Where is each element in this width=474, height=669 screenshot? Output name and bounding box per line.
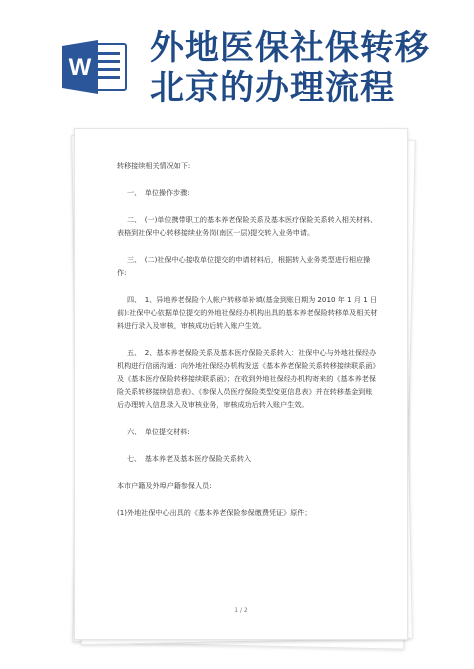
title-line-1: 外地医保社保转移: [150, 28, 430, 68]
doc-paragraph: 转移接续相关情况如下:: [117, 161, 191, 170]
doc-paragraph: 三、 (二)社保中心接收单位提交的申请材料后，根据转入业务类型进行相应操作:: [117, 255, 371, 277]
doc-paragraph: 二、 (一)单位携带职工的基本养老保险关系及基本医疗保险关系转入相关材料、表格到社保中心转移接续业务岗(南区一层)提交转入业务申请。: [117, 215, 378, 237]
word-document-icon: [60, 38, 130, 96]
doc-paragraph: 本市户籍及外埠户籍参保人员:: [117, 481, 212, 490]
title-line-2: 北京的办理流程: [150, 68, 395, 108]
document-preview: [72, 126, 410, 646]
page-title: [150, 28, 470, 108]
doc-paragraph: 一、 单位操作步骤:: [127, 188, 190, 197]
header-banner: [0, 0, 474, 110]
word-icon-letter: W: [68, 54, 92, 81]
document-body: [117, 159, 379, 519]
page-indicator: 1 / 2: [234, 607, 248, 614]
doc-paragraph: 七、 基本养老及基本医疗保险关系转入: [127, 454, 252, 463]
document-page: [74, 128, 408, 640]
doc-paragraph: 五、 2、基本养老保险关系及基本医疗保险关系转入：社保中心与外地社保经办机构进行信函沟通：向外地社保经办机构发送《基本养老保险关系转移接续联系函》及《基本医疗保险转移接续联系函》；在收到外地社保经办机构寄来的《基本养老保险关系转移接续信息表》、《参保人员医疗保险类型变更信息表》并在转移基金到账后办理转入信息录入及审核业务，审核成功后转入账户生效。: [117, 348, 377, 409]
doc-paragraph: 四、 1、异地养老保险个人帐户转移单补填(基金到账日期为 2010 年 1 月 1 日前):社保中心依据单位提交的外地社保经办机构出具的基本养老保险转移单及相关材料进行录入及审核，审核成功后转入账户生效。: [117, 295, 378, 330]
doc-paragraph: (1)外地社保中心出具的《基本养老保险参保缴费凭证》原件；: [117, 508, 312, 517]
doc-paragraph: 六、 单位提交材料:: [127, 427, 190, 436]
